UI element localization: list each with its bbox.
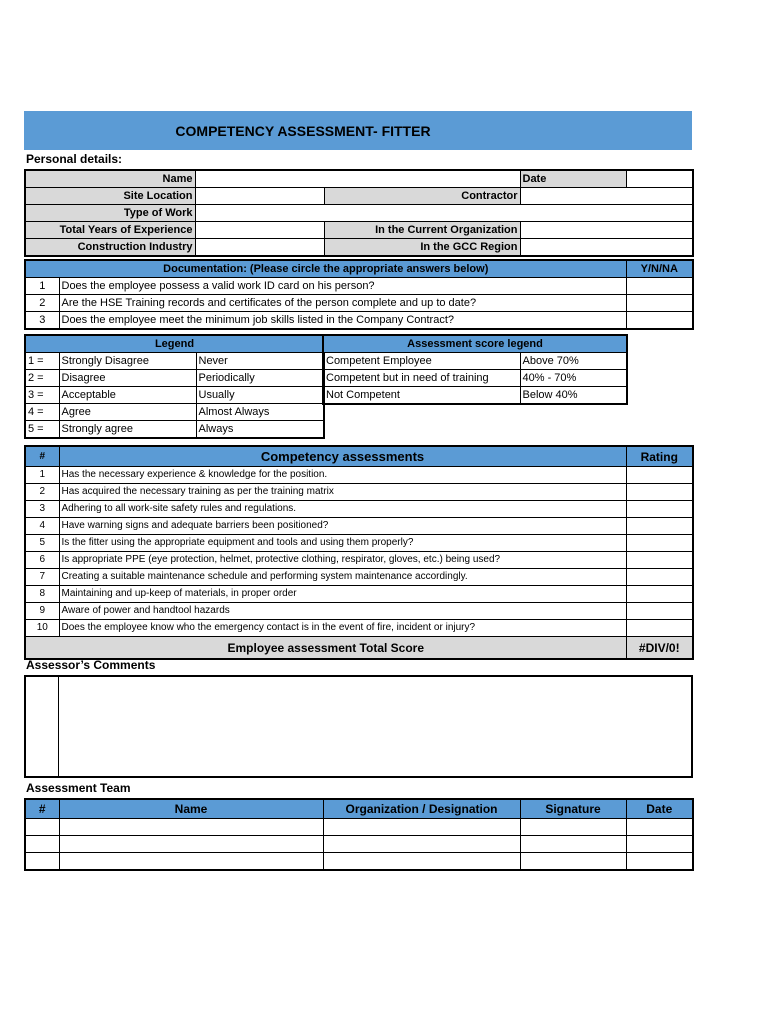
competency-row-text: Has the necessary experience & knowledge for the position. (59, 467, 626, 484)
team-num-cell[interactable] (25, 819, 59, 836)
total-score-value: #DIV/0! (626, 637, 693, 660)
doc-row-answer[interactable] (626, 278, 693, 295)
team-org-cell[interactable] (323, 836, 520, 853)
date-label: Date (520, 170, 626, 188)
competency-rating-cell[interactable] (626, 467, 693, 484)
doc-row-text: Does the employee meet the minimum job skills listed in the Company Contract? (59, 312, 626, 330)
score-legend-header: Assessment score legend (323, 335, 627, 353)
legend-table (24, 334, 325, 439)
team-name-cell[interactable] (59, 853, 323, 871)
team-row (25, 819, 693, 836)
competency-rating-cell[interactable] (626, 518, 693, 535)
team-org-header: Organization / Designation (323, 799, 520, 819)
comments-divider (58, 677, 59, 776)
legend-frequency: Always (196, 421, 324, 439)
total-years-field[interactable] (195, 222, 324, 239)
competency-row-num: 7 (25, 569, 59, 586)
site-location-field[interactable] (195, 188, 324, 205)
doc-row-num: 3 (25, 312, 59, 330)
competency-row-text: Maintaining and up-keep of materials, in proper order (59, 586, 626, 603)
type-of-work-label: Type of Work (25, 205, 195, 222)
team-signature-header: Signature (520, 799, 626, 819)
competency-row-text: Is appropriate PPE (eye protection, helmet, protective clothing, respirator, gloves, etc.) being used? (59, 552, 626, 569)
score-legend-range: 40% - 70% (520, 370, 627, 387)
legend-label: Disagree (59, 370, 196, 387)
competency-num-header: # (25, 446, 59, 467)
current-org-label: In the Current Organization (324, 222, 520, 239)
team-num-cell[interactable] (25, 853, 59, 871)
team-date-cell[interactable] (626, 819, 693, 836)
team-name-header: Name (59, 799, 323, 819)
team-date-cell[interactable] (626, 853, 693, 871)
personal-details-heading: Personal details: (26, 152, 123, 166)
legend-num: 5 = (25, 421, 59, 439)
legend-frequency: Never (196, 353, 324, 370)
score-legend-range: Below 40% (520, 387, 627, 405)
competency-row-num: 1 (25, 467, 59, 484)
competency-rating-cell[interactable] (626, 484, 693, 501)
competency-row-num: 9 (25, 603, 59, 620)
competency-rating-cell[interactable] (626, 552, 693, 569)
competency-row-text: Has acquired the necessary training as per the training matrix (59, 484, 626, 501)
score-legend-label: Not Competent (323, 387, 520, 405)
team-num-header: # (25, 799, 59, 819)
site-location-label: Site Location (25, 188, 195, 205)
construction-field[interactable] (195, 239, 324, 257)
competency-row-text: Creating a suitable maintenance schedule and performing system maintenance accordingly. (59, 569, 626, 586)
competency-table (24, 445, 694, 660)
assessor-comments-heading: Assessor’s Comments (26, 658, 156, 672)
doc-row-text: Does the employee possess a valid work ID card on his person? (59, 278, 626, 295)
competency-rating-cell[interactable] (626, 569, 693, 586)
name-field[interactable] (195, 170, 520, 188)
contractor-field[interactable] (520, 188, 693, 205)
team-signature-cell[interactable] (520, 853, 626, 871)
page-title: COMPETENCY ASSESSMENT- FITTER (175, 122, 431, 139)
legend-frequency: Usually (196, 387, 324, 404)
score-legend-label: Competent but in need of training (323, 370, 520, 387)
construction-label: Construction Industry (25, 239, 195, 257)
legend-label: Strongly Disagree (59, 353, 196, 370)
yn-header: Y/N/NA (626, 260, 693, 278)
current-org-field[interactable] (520, 222, 693, 239)
team-name-cell[interactable] (59, 836, 323, 853)
personal-details-table (24, 169, 694, 257)
team-org-cell[interactable] (323, 819, 520, 836)
team-date-header: Date (626, 799, 693, 819)
assessor-comments-box[interactable] (24, 675, 693, 778)
competency-header: Competency assessments (59, 446, 626, 467)
team-row (25, 836, 693, 853)
team-signature-cell[interactable] (520, 819, 626, 836)
total-score-label: Employee assessment Total Score (25, 637, 626, 660)
competency-row-text: Is the fitter using the appropriate equipment and tools and using them properly? (59, 535, 626, 552)
competency-row-num: 10 (25, 620, 59, 637)
competency-rating-cell[interactable] (626, 620, 693, 637)
competency-row-num: 5 (25, 535, 59, 552)
team-row (25, 853, 693, 871)
assessment-team-table (24, 798, 694, 871)
competency-row-num: 4 (25, 518, 59, 535)
competency-row-num: 3 (25, 501, 59, 518)
legend-num: 4 = (25, 404, 59, 421)
legend-frequency: Almost Always (196, 404, 324, 421)
legend-num: 2 = (25, 370, 59, 387)
legend-label: Acceptable (59, 387, 196, 404)
doc-row-answer[interactable] (626, 312, 693, 330)
legend-label: Strongly agree (59, 421, 196, 439)
date-field[interactable] (626, 170, 693, 188)
legend-label: Agree (59, 404, 196, 421)
doc-row-num: 2 (25, 295, 59, 312)
contractor-label: Contractor (324, 188, 520, 205)
competency-rating-cell[interactable] (626, 586, 693, 603)
competency-row-num: 2 (25, 484, 59, 501)
doc-row-num: 1 (25, 278, 59, 295)
competency-row-text: Does the employee know who the emergency contact is in the event of fire, incident or injury? (59, 620, 626, 637)
title-bar (24, 111, 692, 150)
competency-row-text: Adhering to all work-site safety rules and regulations. (59, 501, 626, 518)
total-years-label: Total Years of Experience (25, 222, 195, 239)
competency-row-num: 6 (25, 552, 59, 569)
documentation-header: Documentation: (Please circle the appropriate answers below) (25, 260, 626, 278)
team-signature-cell[interactable] (520, 836, 626, 853)
team-name-cell[interactable] (59, 819, 323, 836)
legend-frequency: Periodically (196, 370, 324, 387)
score-legend-label: Competent Employee (323, 353, 520, 370)
legend-num: 1 = (25, 353, 59, 370)
score-legend-table (322, 334, 628, 405)
gcc-label: In the GCC Region (324, 239, 520, 257)
documentation-table (24, 259, 694, 330)
competency-rating-cell[interactable] (626, 535, 693, 552)
competency-rating-cell[interactable] (626, 501, 693, 518)
type-of-work-field[interactable] (195, 205, 693, 222)
legend-num: 3 = (25, 387, 59, 404)
competency-rating-cell[interactable] (626, 603, 693, 620)
team-num-cell[interactable] (25, 836, 59, 853)
doc-row-answer[interactable] (626, 295, 693, 312)
legend-header: Legend (25, 335, 324, 353)
competency-row-text: Have warning signs and adequate barriers been positioned? (59, 518, 626, 535)
assessment-team-heading: Assessment Team (26, 781, 131, 795)
competency-row-text: Aware of power and handtool hazards (59, 603, 626, 620)
team-org-cell[interactable] (323, 853, 520, 871)
gcc-field[interactable] (520, 239, 693, 257)
competency-row-num: 8 (25, 586, 59, 603)
rating-header: Rating (626, 446, 693, 467)
name-label: Name (25, 170, 195, 188)
doc-row-text: Are the HSE Training records and certificates of the person complete and up to date? (59, 295, 626, 312)
team-date-cell[interactable] (626, 836, 693, 853)
score-legend-range: Above 70% (520, 353, 627, 370)
